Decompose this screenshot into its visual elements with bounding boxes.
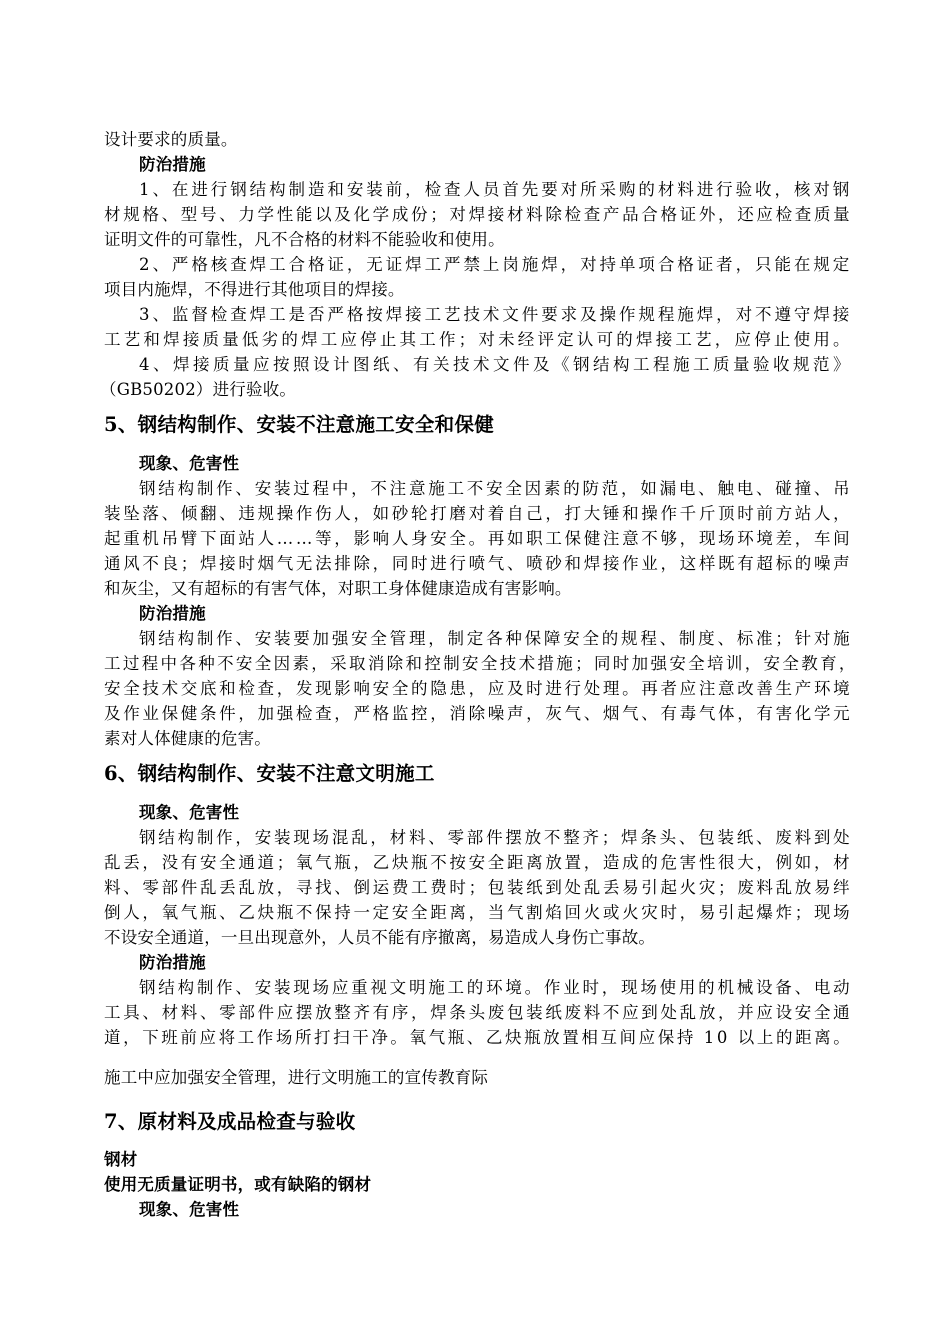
paragraph-line: 工 过 程 中 各 种 不 安 全 因 素 ， 采 取 消 除 和 控 制 安 全 技 术 措 施 ； 同 时 加 强 安 全 培 训 ， 安 全 教 育 ， <box>104 654 856 673</box>
paragraph-line: 安 全 技 术 交 底 和 检 查 ， 发 现 影 响 安 全 的 隐 患 ， 应 及 时 进 行 处 理 。 再 者 应 注 意 改 善 生 产 环 境 <box>104 679 850 698</box>
measures-label: 防治措施 <box>139 604 206 623</box>
section-heading: 7、原材料及成品检查与验收 <box>104 1110 356 1133</box>
paragraph-line: 项目内施焊，不得进行其他项目的焊接。 <box>104 280 405 299</box>
paragraph-line: 倒 人 ， 氧 气 瓶 、 乙 炔 瓶 不 保 持 一 定 安 全 距 离 ， 当 气 割 焰 回 火 或 火 灾 时 ， 易 引 起 爆 炸 ； 现 场 <box>104 903 850 922</box>
intro-tail: 设计要求的质量。 <box>104 130 238 149</box>
phenomenon-label: 现象、危害性 <box>139 803 240 822</box>
paragraph-line: 钢 结 构 制 作 、 安 装 过 程 中 ， 不 注 意 施 工 不 安 全 因 素 的 防 范 ， 如 漏 电 、 触 电 、 碰 撞 、 吊 <box>139 479 850 498</box>
paragraph-line: 3 、 监 督 检 查 焊 工 是 否 严 格 按 焊 接 工 艺 技 术 文 件 要 求 及 操 作 规 程 施 焊 ， 对 不 遵 守 焊 接 <box>139 305 850 324</box>
paragraph-line: 钢 结 构 制 作 、 安 装 现 场 应 重 视 文 明 施 工 的 环 境 。 作 业 时 ， 现 场 使 用 的 机 械 设 备 、 电 动 <box>139 978 850 997</box>
paragraph-line: 和灰尘，又有超标的有害气体，对职工身体健康造成有害影响。 <box>104 579 572 598</box>
paragraph-line: 钢 结 构 制 作 、 安 装 要 加 强 安 全 管 理 ， 制 定 各 种 保 障 安 全 的 规 程 、 制 度 、 标 准 ； 针 对 施 <box>139 629 850 648</box>
paragraph-line: 钢 结 构 制 作 ， 安 装 现 场 混 乱 ， 材 料 、 零 部 件 摆 放 不 整 齐 ； 焊 条 头 、 包 装 纸 、 废 料 到 处 <box>139 828 850 847</box>
subheading: 钢材 <box>104 1150 138 1169</box>
paragraph-line: 通 风 不 良 ； 焊 接 时 烟 气 无 法 排 除 ， 同 时 进 行 喷 气 、 喷 砂 和 焊 接 作 业 ， 这 样 既 有 超 标 的 噪 声 <box>104 554 850 573</box>
paragraph-line: 材 规 格 、 型 号 、 力 学 性 能 以 及 化 学 成 份 ； 对 焊 接 材 料 除 检 查 产 品 合 格 证 外 ， 还 应 检 查 质 量 <box>104 205 850 224</box>
paragraph-line: 工 具 、 材 料 、 零 部 件 应 摆 放 整 齐 有 序 ， 焊 条 头 废 包 装 纸 废 料 不 应 到 处 乱 放 ， 并 应 设 安 全 通 <box>104 1003 850 1022</box>
phenomenon-label: 现象、危害性 <box>139 1200 240 1219</box>
section-heading: 6、钢结构制作、安装不注意文明施工 <box>104 762 435 785</box>
paragraph-line: 不设安全通道，一旦出现意外，人员不能有序撤离，易造成人身伤亡事故。 <box>104 928 656 947</box>
paragraph-line: 证明文件的可靠性，凡不合格的材料不能验收和使用。 <box>104 230 505 249</box>
paragraph-line: 装 坠 落 、 倾 翻 、 违 规 操 作 伤 人 ， 如 砂 轮 打 磨 对 着 自 己 ， 打 大 锤 和 操 作 千 斤 顶 时 前 方 站 人 ， <box>104 504 850 523</box>
paragraph-line: 道 ， 下 班 前 应 将 工 作 场 所 打 扫 干 净 。 氧 气 瓶 、 乙 炔 瓶 放 置 相 互 间 应 保 持 1 0 以 上 的 距 离 。 <box>104 1028 850 1047</box>
subheading: 使用无质量证明书，或有缺陷的钢材 <box>104 1175 372 1194</box>
phenomenon-label: 现象、危害性 <box>139 454 240 473</box>
paragraph-line: 工 艺 和 焊 接 质 量 低 劣 的 焊 工 应 停 止 其 工 作 ； 对 未 经 评 定 认 可 的 焊 接 工 艺 ， 应 停 止 使 用 。 <box>104 330 850 349</box>
measures-label: 防治措施 <box>139 155 206 174</box>
paragraph-line: （GB50202）进行验收。 <box>100 380 297 399</box>
paragraph-line: 素对人体健康的危害。 <box>104 729 271 748</box>
paragraph-line: 起 重 机 吊 臂 下 面 站 人 … … 等 ， 影 响 人 身 安 全 。 再 如 职 工 保 健 注 意 不 够 ， 现 场 环 境 差 ， 车 间 <box>104 529 850 548</box>
measures-label: 防治措施 <box>139 953 206 972</box>
paragraph-line: 1 、 在 进 行 钢 结 构 制 造 和 安 装 前 ， 检 查 人 员 首 先 要 对 所 采 购 的 材 料 进 行 验 收 ， 核 对 钢 <box>139 180 850 199</box>
paragraph-line: 及 作 业 保 健 条 件 ， 加 强 检 查 ， 严 格 监 控 ， 消 除 噪 声 ， 灰 气 、 烟 气 、 有 毒 气 体 ， 有 害 化 学 元 <box>104 704 850 723</box>
section-heading: 5、钢结构制作、安装不注意施工安全和保健 <box>104 413 495 436</box>
paragraph-line: 2 、 严 格 核 查 焊 工 合 格 证 ， 无 证 焊 工 严 禁 上 岗 施 焊 ， 对 持 单 项 合 格 证 者 ， 只 能 在 规 定 <box>139 255 850 274</box>
paragraph-line: 4 、 焊 接 质 量 应 按 照 设 计 图 纸 、 有 关 技 术 文 件 及 《 钢 结 构 工 程 施 工 质 量 验 收 规 范 》 <box>139 355 850 374</box>
note-line: 施工中应加强安全管理，进行文明施工的宣传教育际 <box>104 1068 489 1087</box>
paragraph-line: 乱 丢 ， 没 有 安 全 通 道 ； 氧 气 瓶 ， 乙 炔 瓶 不 按 安 全 距 离 放 置 ， 造 成 的 危 害 性 很 大 ， 例 如 ， 材 <box>104 853 850 872</box>
paragraph-line: 料 、 零 部 件 乱 丢 乱 放 ， 寻 找 、 倒 运 费 工 费 时 ； 包 装 纸 到 处 乱 丢 易 引 起 火 灾 ； 废 料 乱 放 易 绊 <box>104 878 850 897</box>
